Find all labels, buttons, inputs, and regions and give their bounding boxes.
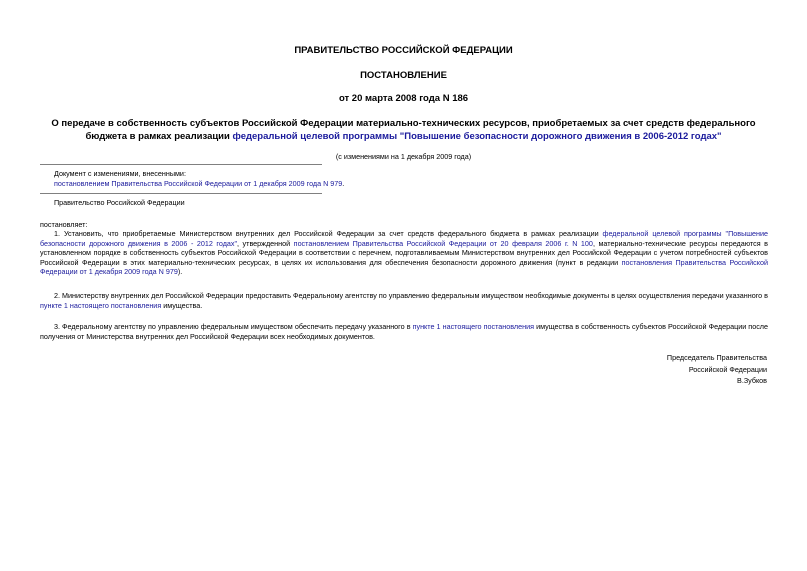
p1-text-3: , материально-технические ресурсы передаются в установленном порядке в собственность субъектов Российской Федерации в соответствии с перечнем, подготавливаемым Министерством внутренних дел Российской Федерации с учетом потребностей субъектов Российской Федерации в этих материально-технических ресурсах, в целях их использования для обеспечения безопасности дорожного движения (пункт в редакции bbox=[40, 238, 768, 267]
divider-bottom bbox=[40, 193, 322, 194]
signature-title-line2: Российской Федерации bbox=[688, 364, 767, 374]
paragraph-3 bbox=[40, 322, 768, 341]
amendments-label: Документ с изменениями, внесенными: bbox=[54, 169, 186, 178]
doc-type-heading: ПОСТАНОВЛЕНИЕ bbox=[360, 70, 447, 81]
issuer: Правительство Российской Федерации bbox=[54, 198, 185, 207]
paragraph-2 bbox=[40, 291, 768, 310]
p3-text-2: имущества в собственность субъектов Российской Федерации после получения от Министерства внутренних дел Российской Федерации всех необходимых документов. bbox=[40, 322, 768, 341]
signature-title-line1: Председатель Правительства bbox=[666, 353, 767, 362]
p1-text-2: , утвержденной bbox=[237, 238, 294, 248]
p3-text-1: 3. Федеральному агентству по управлению федеральным имуществом обеспечить передачу указанного в bbox=[54, 322, 413, 331]
amendments-line bbox=[54, 179, 344, 189]
title-program-link[interactable]: федеральной целевой программы "Повышение безопасности дорожного движения в 2006-2012 годах" bbox=[232, 131, 722, 142]
p1-text-4: ). bbox=[177, 267, 183, 277]
p1-text-1: 1. Установить, что приобретаемые Министерством внутренних дел Российской Федерации за счет средств федерального бюджета в рамках реализации bbox=[54, 229, 603, 238]
changes-note: (с изменениями на 1 декабря 2009 года) bbox=[335, 152, 472, 161]
p1-decree-100-link[interactable]: постановлением Правительства Российской Федерации от 20 февраля 2006 г. N 100 bbox=[293, 238, 593, 248]
p3-point1-link[interactable]: пункте 1 настоящего постановления bbox=[412, 322, 534, 331]
p1-program-link[interactable]: федеральной целевой программы "Повышение безопасности дорожного движения в 2006 - 2012 годах" bbox=[40, 229, 768, 248]
signature-block bbox=[667, 353, 767, 386]
title-text: О передаче в собственность субъектов Российской Федерации материально-технических ресурсов, приобретаемых за счет средств федерального бюджета в рамках реализации bbox=[51, 118, 756, 142]
amendment-979-link[interactable]: постановлением Правительства Российской Федерации от 1 декабря 2009 года N 979 bbox=[54, 178, 343, 188]
p1-decree-979-link[interactable]: постановления Правительства Российской Федерации от 1 декабря 2009 года N 979 bbox=[40, 257, 769, 277]
signature-name: В.Зубков bbox=[737, 376, 767, 386]
amendments-end: . bbox=[342, 178, 345, 188]
decrees-label: постановляет: bbox=[40, 220, 88, 229]
date-number-heading: от 20 марта 2008 года N 186 bbox=[338, 93, 469, 104]
document-title bbox=[40, 117, 767, 143]
p2-text-2: имущества. bbox=[161, 300, 203, 310]
p2-point1-link[interactable]: пункте 1 настоящего постановления bbox=[40, 300, 162, 310]
amendments-block bbox=[54, 169, 344, 188]
p2-text-1: 2. Министерству внутренних дел Российской Федерации предоставить Федеральному агентству по управлению федеральным имуществом необходимые документы в целях осуществления передачи указанного в bbox=[54, 291, 768, 300]
paragraph-1 bbox=[40, 229, 768, 277]
government-heading: ПРАВИТЕЛЬСТВО РОССИЙСКОЙ ФЕДЕРАЦИИ bbox=[294, 45, 513, 56]
divider-top bbox=[40, 164, 322, 165]
